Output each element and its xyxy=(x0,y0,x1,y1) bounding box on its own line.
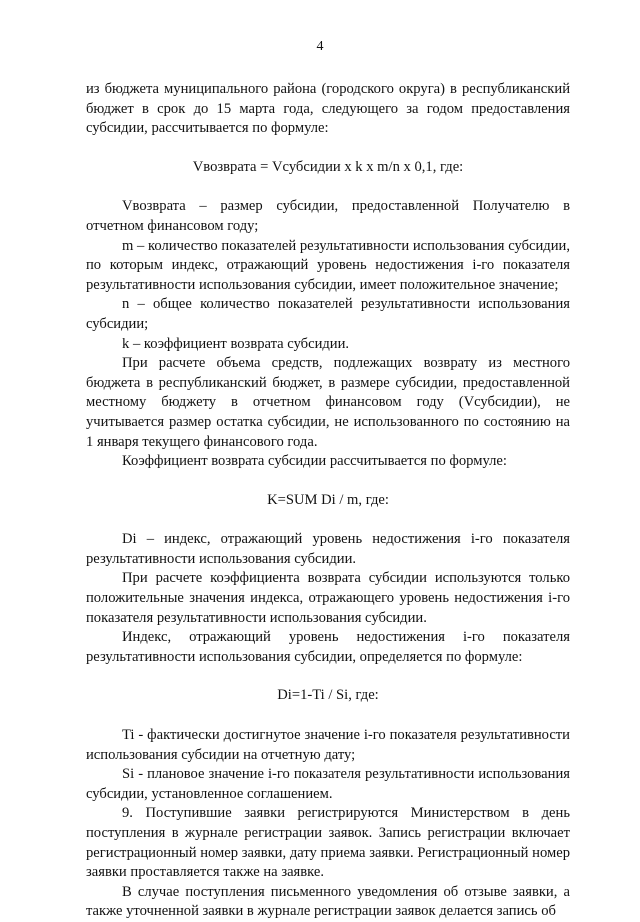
paragraph-k-definition: k – коэффициент возврата субсидии. xyxy=(122,335,350,352)
paragraph-n-definition: n – общее количество показателей результативности использования субсидии; xyxy=(86,296,570,332)
paragraph-v-definition: Vвозврата – размер субсидии, предоставленной Получателю в отчетном финансовом году; xyxy=(86,198,570,234)
paragraph-di-definition: Di – индекс, отражающий уровень недостижения i-го показателя результативности использования субсидии. xyxy=(86,531,570,567)
formula-index: Di=1-Ti / Si, где: xyxy=(277,687,379,704)
paragraph-ti-definition: Ti - фактически достигнутое значение i-го показателя результативности использования субсидии на отчетную дату; xyxy=(86,727,570,763)
formula-return-volume: Vвозврата = Vсубсидии х k х m/n х 0,1, где: xyxy=(192,158,464,175)
paragraph-coefficient-intro: Коэффициент возврата субсидии рассчитывается по формуле: xyxy=(122,453,507,470)
paragraph-positive-values: При расчете коэффициента возврата субсидии используются только положительные значения индекса, отражающего уровень недостижения i-го показателя результативности использования субсидии. xyxy=(86,570,570,626)
paragraph-1: из бюджета муниципального района (городского округа) в республиканский бюджет в срок до 15 марта года, следующего за годом предоставления субсидии, рассчитывается по формуле: xyxy=(86,81,570,137)
document-body xyxy=(86,80,570,922)
paragraph-m-definition: m – количество показателей результативности использования субсидии, по которым индекс, отражающий уровень недостижения i-го показателя результативности использования субсидии, имеет положительное значение; xyxy=(86,237,570,293)
paragraph-index-intro: Индекс, отражающий уровень недостижения i-го показателя результативности использования субсидии, определяется по формуле: xyxy=(86,629,570,665)
formula-coefficient: K=SUM Di / m, где: xyxy=(267,491,389,508)
page-number: 4 xyxy=(316,39,324,54)
paragraph-calculation-note: При расчете объема средств, подлежащих возврату из местного бюджета в республиканский бюджет, в размере субсидии, предоставленной местному бюджету в отчетном финансовом году (Vсубсидии), не учитывается размер остатка субсидии, не использованного по состоянию на 1 января текущего финансового года. xyxy=(86,355,570,450)
paragraph-withdrawal: В случае поступления письменного уведомления об отзыве заявки, а также уточненной заявки в журнале регистрации заявок делается запись об xyxy=(86,883,570,920)
paragraph-section-9: 9. Поступившие заявки регистрируются Министерством в день поступления в журнале регистрации заявок. Запись регистрации включает регистрационный номер заявки, дату приема заявки. Регистрационный номер заявки проставляется также на заявке. xyxy=(86,805,570,881)
paragraph-si-definition: Si - плановое значение i-го показателя результативности использования субсидии, установленное соглашением. xyxy=(86,766,570,802)
